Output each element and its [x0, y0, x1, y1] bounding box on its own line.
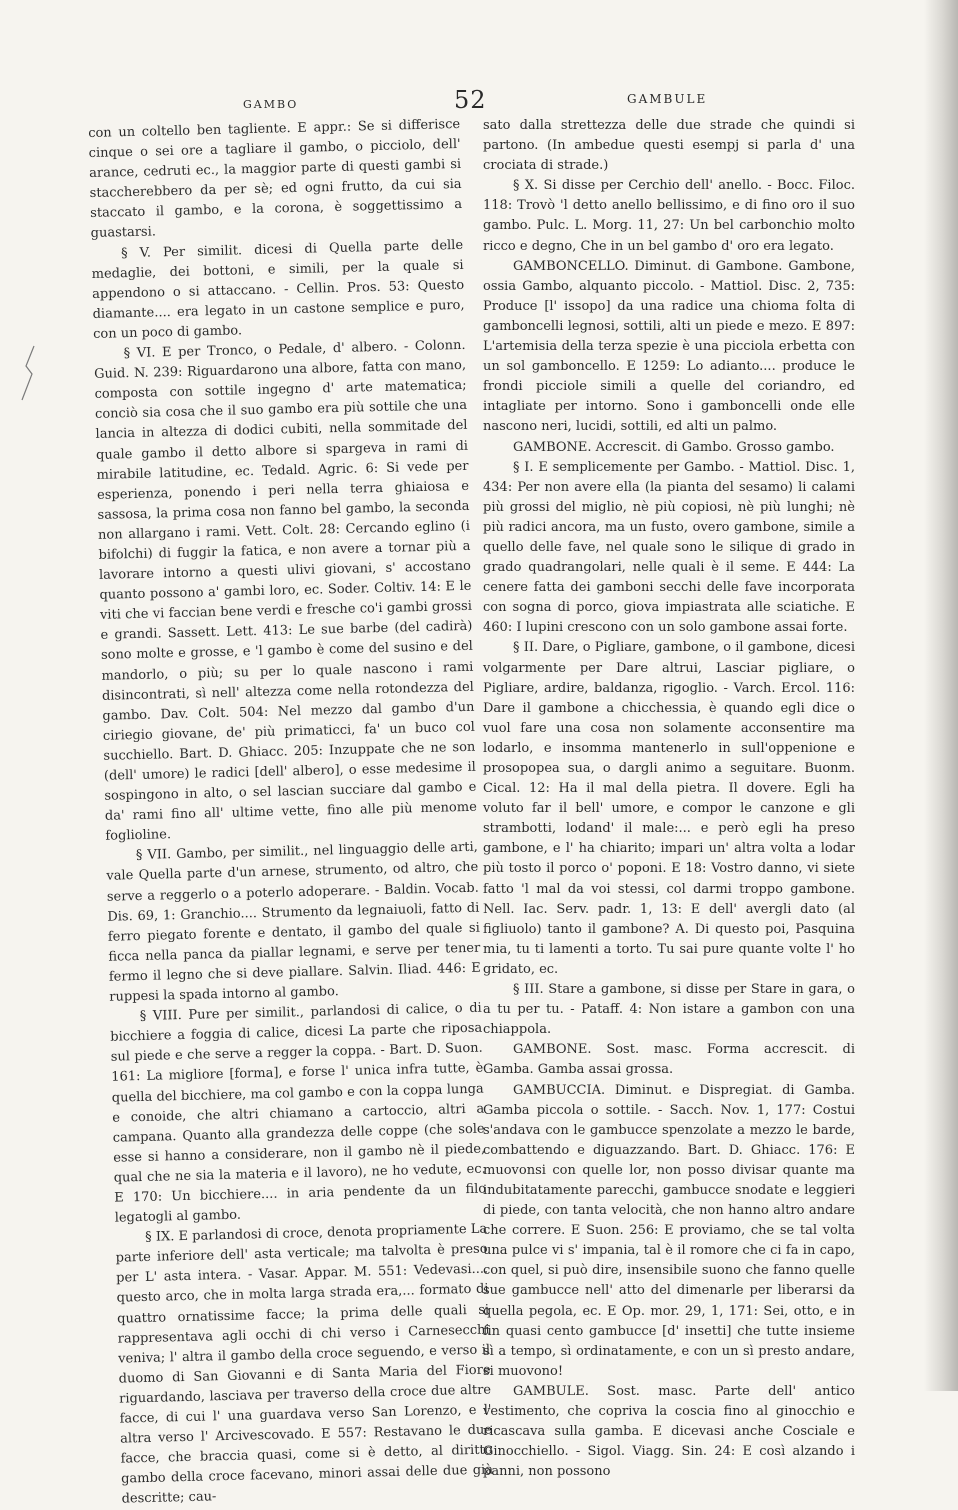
paragraph: § V. Per similit. dicesi di Quella parte delle medaglie, dei bottoni, e simili, per la quale si appendono o si attaccano. - Cellin. Pros. 53: Questo diamante.... era legato in un castone semplice e puro, con un poco di gambo.	[91, 237, 465, 342]
running-head-right: GAMBULE	[627, 92, 708, 106]
paragraph: § II. Dare, o Pigliare, gambone, o il gambone, dicesi volgarmente per Dare altrui, Lasciar pigliare, o Pigliare, ardire, baldanza, rigoglio. - Varch. Ercol. 116: Dare il gambone a chicchessia, è quando egli dice o vuol fare una cosa non solamente acconsentire ma lodarlo, e insomma mantenerlo in sull'oppenione e prosopopea sua, o dargli animo a seguitare. Buonm. Cical. 12: Ha il mal della pietra. Il dovere. Egli ha voluto far il bell' umore, e compor le canzone e gli strambotti, lodand' il male:... e però egli ha preso gambone, e l' ha chiarito; impari un' altra volta a lodar più tosto il porco o' poponi. E 18: Vostro danno, vi siete fatto 'l mal da voi stessi, col darmi troppo gambone. Nell. Iac. Serv. padr. 1, 13: E dell' avergli dato (al figliuolo) tanto il gambone? A. Di questo poi, Pasquina mia, tu ti lamenti a torto. Tu sai pure quante volte l' ho gridato, ec.	[483, 640, 855, 977]
paragraph: § III. Stare a gambone, si disse per Stare in gara, o a tu per tu. - Pataff. 4: Non istare a gambon con una chiappola.	[483, 982, 855, 1038]
entry-gambuccia: GAMBUCCIA. Diminut. e Dispregiat. di Gamba. Gamba piccola o sottile. - Sacch. Nov. 1, 177: Costui s'andava con le gambucce spenzolate a mezzo le barde, combattendo e diguazzando. Bart. D. Ghiacc. 176: E muovonsi con quelle lor, non posso divisar quante ma indubitatamente parecchi, gambucce snodate e leggieri di piede, con tanta velocità, che non hanno altro andare che correre. E Suon. 256: E proviamo, che se tal volta una pulce vi s' impania, tal è il romore che ci fa in capo, con quel, si può dire, insensibile suono che fanno quelle sue gambucce nell' atto del dimenarle per liberarsi da quella pegola, ec. E Op. mor. 29, 1, 171: Sei, otto, e in fin quasi cento gambucce [d' insetti] che tutte insieme sì a tempo, sì ordinatamente, e con un sì presto andare, si muovono!	[483, 1082, 855, 1379]
paragraph: § VI. E per Tronco, o Pedale, d' albero. - Colonn. Guid. N. 239: Riguardarono una albore, fatta con mano, composta con sottile ingegno d' arte matematica; conciò sia cosa che il suo gambo era più sottile che una lancia in altezza di dodici cubiti, nella sommitade del quale gambo il detto albore si spargeva in rami di mirabile latitudine, ec. Tedald. Agric. 6: Si vede per esperienza, ponendo i peri nella terra ghiaiosa e sassosa, la prima cosa non fanno bel gambo, la seconda non allargano i rami. Vett. Colt. 28: Cercando eglino (i bifolchi) di fuggir la fatica, e non avere a tornar più a lavorare intorno a questi ulivi giovani, s' accostano quanto possono a' gambi loro, ec. Soder. Coltiv. 14: E le viti che vi faccian bene verdi e fresche co'i gambi grossi e grandi. Sassett. Lett. 413: Le sue barbe (del cadirà) sono molte e grosse, e 'l gambo è come del susino e del mandorlo, o più; su per lo quale nascono i rami disincontrati, sì nell' altezza come nella rotondezza del gambo. Dav. Colt. 504: Nel mezzo dal gambo d'un ciriegio giovane, de' più primaticci, fa' un buco col succhiello. Bart. D. Ghiacc. 205: Inzuppate che ne son (dell' umore) le radici [dell' albero], o esse medesime il sospingono in alto, o sel lascian succiare dal gambo e da' rami fino all' ultime vette, fino alle più menome foglioline.	[93, 337, 477, 845]
page-edge-shadow	[924, 0, 958, 1391]
paragraph: § VIII. Pure per similit., parlandosi di calice, o di bicchiere a foggia di calice, dicesi La parte che riposa sul piede e che serve a regger la coppa. - Bart. D. Suon. 161: La migliore [forma], e forse l' unica infra tutte, è quella del bicchiere, ma col gambo e con la coppa lunga e conoide, che altri chiamano a cartoccio, altri a campana. Quanto alla grandezza delle coppe (che sole esse si hanno a considerare, non il gambo nè il piede, qual che ne sia la materia e il lavoro), ne ho vedute, ec. E 170: Un bicchiere.... in aria pendente da un filo legatogli al gambo.	[110, 1000, 487, 1226]
entry-gamboncello: GAMBONCELLO. Diminut. di Gambone. Gambone, ossia Gambo, alquanto piccolo. - Mattiol. Disc. 2, 735: Produce [l' issopo] da una radice una chioma folta di gamboncelli legnosi, sottili, alti un piede e mezo. E 897: L'artemisia della terza spezie è una picciola erbetta con un sol gamboncello. E 1259: Lo adianto.... produce le frondi picciole simili a quelle del coriandro, ed intagliate per intorno. Sono i gamboncelli onde elle nascono neri, lucidi, sottili, ed alti un palmo.	[483, 258, 855, 435]
paragraph: § I. E semplicemente per Gambo. - Mattiol. Disc. 1, 434: Per non avere ella (la pianta del sesamo) li calami più grossi del miglio, nè più copiosi, nè più lunghi; nè più radici ancora, ma un fusto, overo gambone, simile a quello delle fave, nel quale sono le silique di grado in grado quadrangolari, nelle quali è il seme. E 444: La cenere fatta dei gamboni secchi delle fave incorporata con sogna di porco, giova impiastrata alle sciatiche. E 460: I lupini crescono con un solo gambone assai forte.	[483, 459, 855, 636]
entry-gambule: GAMBULE. Sost. masc. Parte dell' antico vestimento, che copriva la coscia fino al ginocchio e ricascava sulla gamba. E dicevasi anche Cosciale e Ginocchiello. - Sigol. Viagg. Sin. 24: E così alzando i panni, non possono	[483, 1383, 855, 1480]
paragraph: § VII. Gambo, per similit., nel linguaggio delle arti, vale Quella parte d'un arnese, strumento, od altro, che serve a reggerlo o a poterlo adoperare. - Baldin. Vocab. Dis. 69, 1: Granchio.... Strumento da legnaiuoli, fatto di ferro piegato forente e dentato, il gambo del quale si ficca nella panca da piallar legnami, e serve per tener fermo il legno che si deve piallare. Salvin. Iliad. 446: E ruppesi la spada intorno al gambo.	[106, 840, 481, 1005]
left-column	[88, 115, 494, 1510]
paragraph: § X. Si disse per Cerchio dell' anello. - Bocc. Filoc. 118: Trovò 'l detto anello bellissimo, e di fino oro il suo gambo. Pulc. L. Morg. 11, 27: Un bel carbonchio molto ricco e degno, Che in un bel gambo d' oro era legato.	[483, 178, 855, 254]
page-number: 52	[454, 86, 487, 114]
paragraph: § IX. E parlandosi di croce, denota propriamente La parte inferiore dell' asta verticale; ma talvolta è preso per L' asta intera. - Vasar. Appar. M. 551: Vedevasi.... questo arco, che in molta larga strada era,... formato di quattro ornatissime facce; la prima delle quali si rappresentava agli occhi di chi verso i Carnesecchi veniva; l' altra il gambo della croce seguendo, e verso il duomo di San Giovanni e di Santa Maria del Fiore riguardando, lasciava per traverso della croce due altre facce, di cui l' una guardava verso San Lorenzo, e l' altra verso l' Arcivescovado. E 557: Restavano le due facce, che braccia quasi, come si è detto, al diritto gambo della croce facevano, minori assai delle due già descritte; cau-	[115, 1221, 494, 1507]
margin-pencil-mark	[16, 344, 46, 404]
entry-gambone-sost: GAMBONE. Sost. masc. Forma accrescit. di Gamba. Gamba assai grossa.	[483, 1042, 855, 1078]
entry-gambone: GAMBONE. Accrescit. di Gambo. Grosso gambo.	[513, 439, 835, 455]
paragraph: sato dalla strettezza delle due strade che quindi si partono. (In ambedue questi esempj si parla d' una crociata di strade.)	[483, 118, 855, 174]
running-head-left: GAMBO	[243, 98, 299, 111]
paragraph: con un coltello ben tagliente. E appr.: Se si differisce cinque o sei ore a tagliare il gambo, o picciolo, dell' arance, cedruti ec., la maggior parte di questi gambi si staccherebbero da per sè; ed ogni frutto, da cui sia staccato il gambo, e la corona, è soggettissimo a guastarsi.	[88, 116, 463, 242]
right-column	[483, 116, 855, 1482]
